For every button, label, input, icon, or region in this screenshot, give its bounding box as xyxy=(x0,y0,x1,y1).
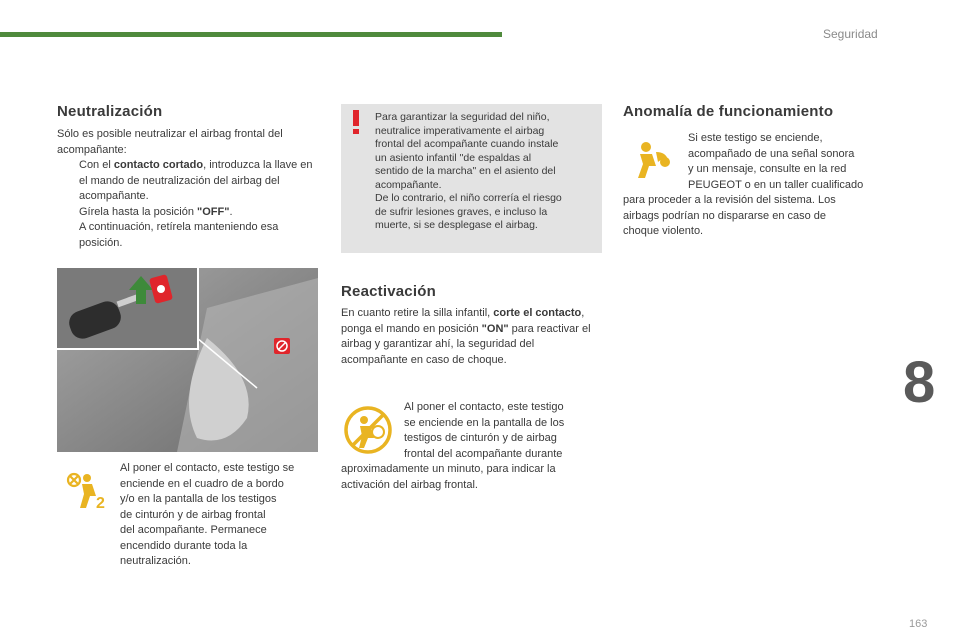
exclamation-warning-icon xyxy=(351,110,361,134)
neutralizacion-intro: Sólo es posible neutralizar el airbag frontal del acompañante: xyxy=(57,128,283,156)
chapter-number: 8 xyxy=(903,350,936,415)
indicator-active-description: Al poner el contacto, este testigo se enciende en la pantalla de los testigos de cinturón y de airbag frontal del acompañante durante xyxy=(404,401,565,460)
reactivacion-paragraph: En cuanto retire la silla infantil, corte el contacto, ponga el mando en posición "ON" para reactivar el airbag y garantizar ahí, la seguridad del acompañante en caso de choque. xyxy=(341,307,591,366)
svg-text:2: 2 xyxy=(96,495,105,510)
section-title: Seguridad xyxy=(823,27,878,41)
airbag-fault-indicator-icon xyxy=(632,140,674,180)
page-number: 163 xyxy=(909,618,928,630)
indicator-active-description-cont: aproximadamente un minuto, para indicar la activación del airbag frontal. xyxy=(341,463,556,491)
anomalia-description-cont: para proceder a la revisión del sistema. Los airbags podrían no dispararse en caso de choque violento. xyxy=(623,194,836,237)
step-item: Gírela hasta la posición "OFF". xyxy=(79,205,233,218)
step-item: A continuación, retírela manteniendo esa posición. xyxy=(79,221,279,249)
step-item: Con el contacto cortado, introduzca la llave en el mando de neutralización del airbag del acompañante. xyxy=(79,159,313,202)
neutralizacion-steps xyxy=(57,158,319,251)
key-inset xyxy=(57,268,199,350)
reactivacion-title: Reactivación xyxy=(341,283,436,300)
warning-text: Para garantizar la seguridad del niño, neutralice imperativamente el airbag frontal del acompañante cuando instale un asiento infantil "de espaldas al sentido de la marcha" en el asiento del acompañante. De lo contrario, el niño correría el riesgo de sufrir lesiones graves, e incluso la muerte, si se desplegase el airbag. xyxy=(375,111,562,231)
anomalia-description: Si este testigo se enciende, acompañado de una señal sonora y un mensaje, consulte en la red PEUGEOT o en un taller cualificado xyxy=(688,132,864,191)
neutralizacion-title: Neutralización xyxy=(57,103,163,120)
indicator-off-description: Al poner el contacto, este testigo se enciende en el cuadro de a bordo y/o en la pantalla de los testigos de cinturón y de airbag frontal del acompañante. Permanece encendido durante toda la neutralización. xyxy=(120,462,295,567)
anomalia-title: Anomalía de funcionamiento xyxy=(623,103,834,120)
key-illustration xyxy=(57,268,197,348)
airbag-active-indicator-icon xyxy=(342,404,394,456)
header-accent-bar xyxy=(0,32,502,37)
airbag-off-indicator-icon xyxy=(62,470,110,510)
